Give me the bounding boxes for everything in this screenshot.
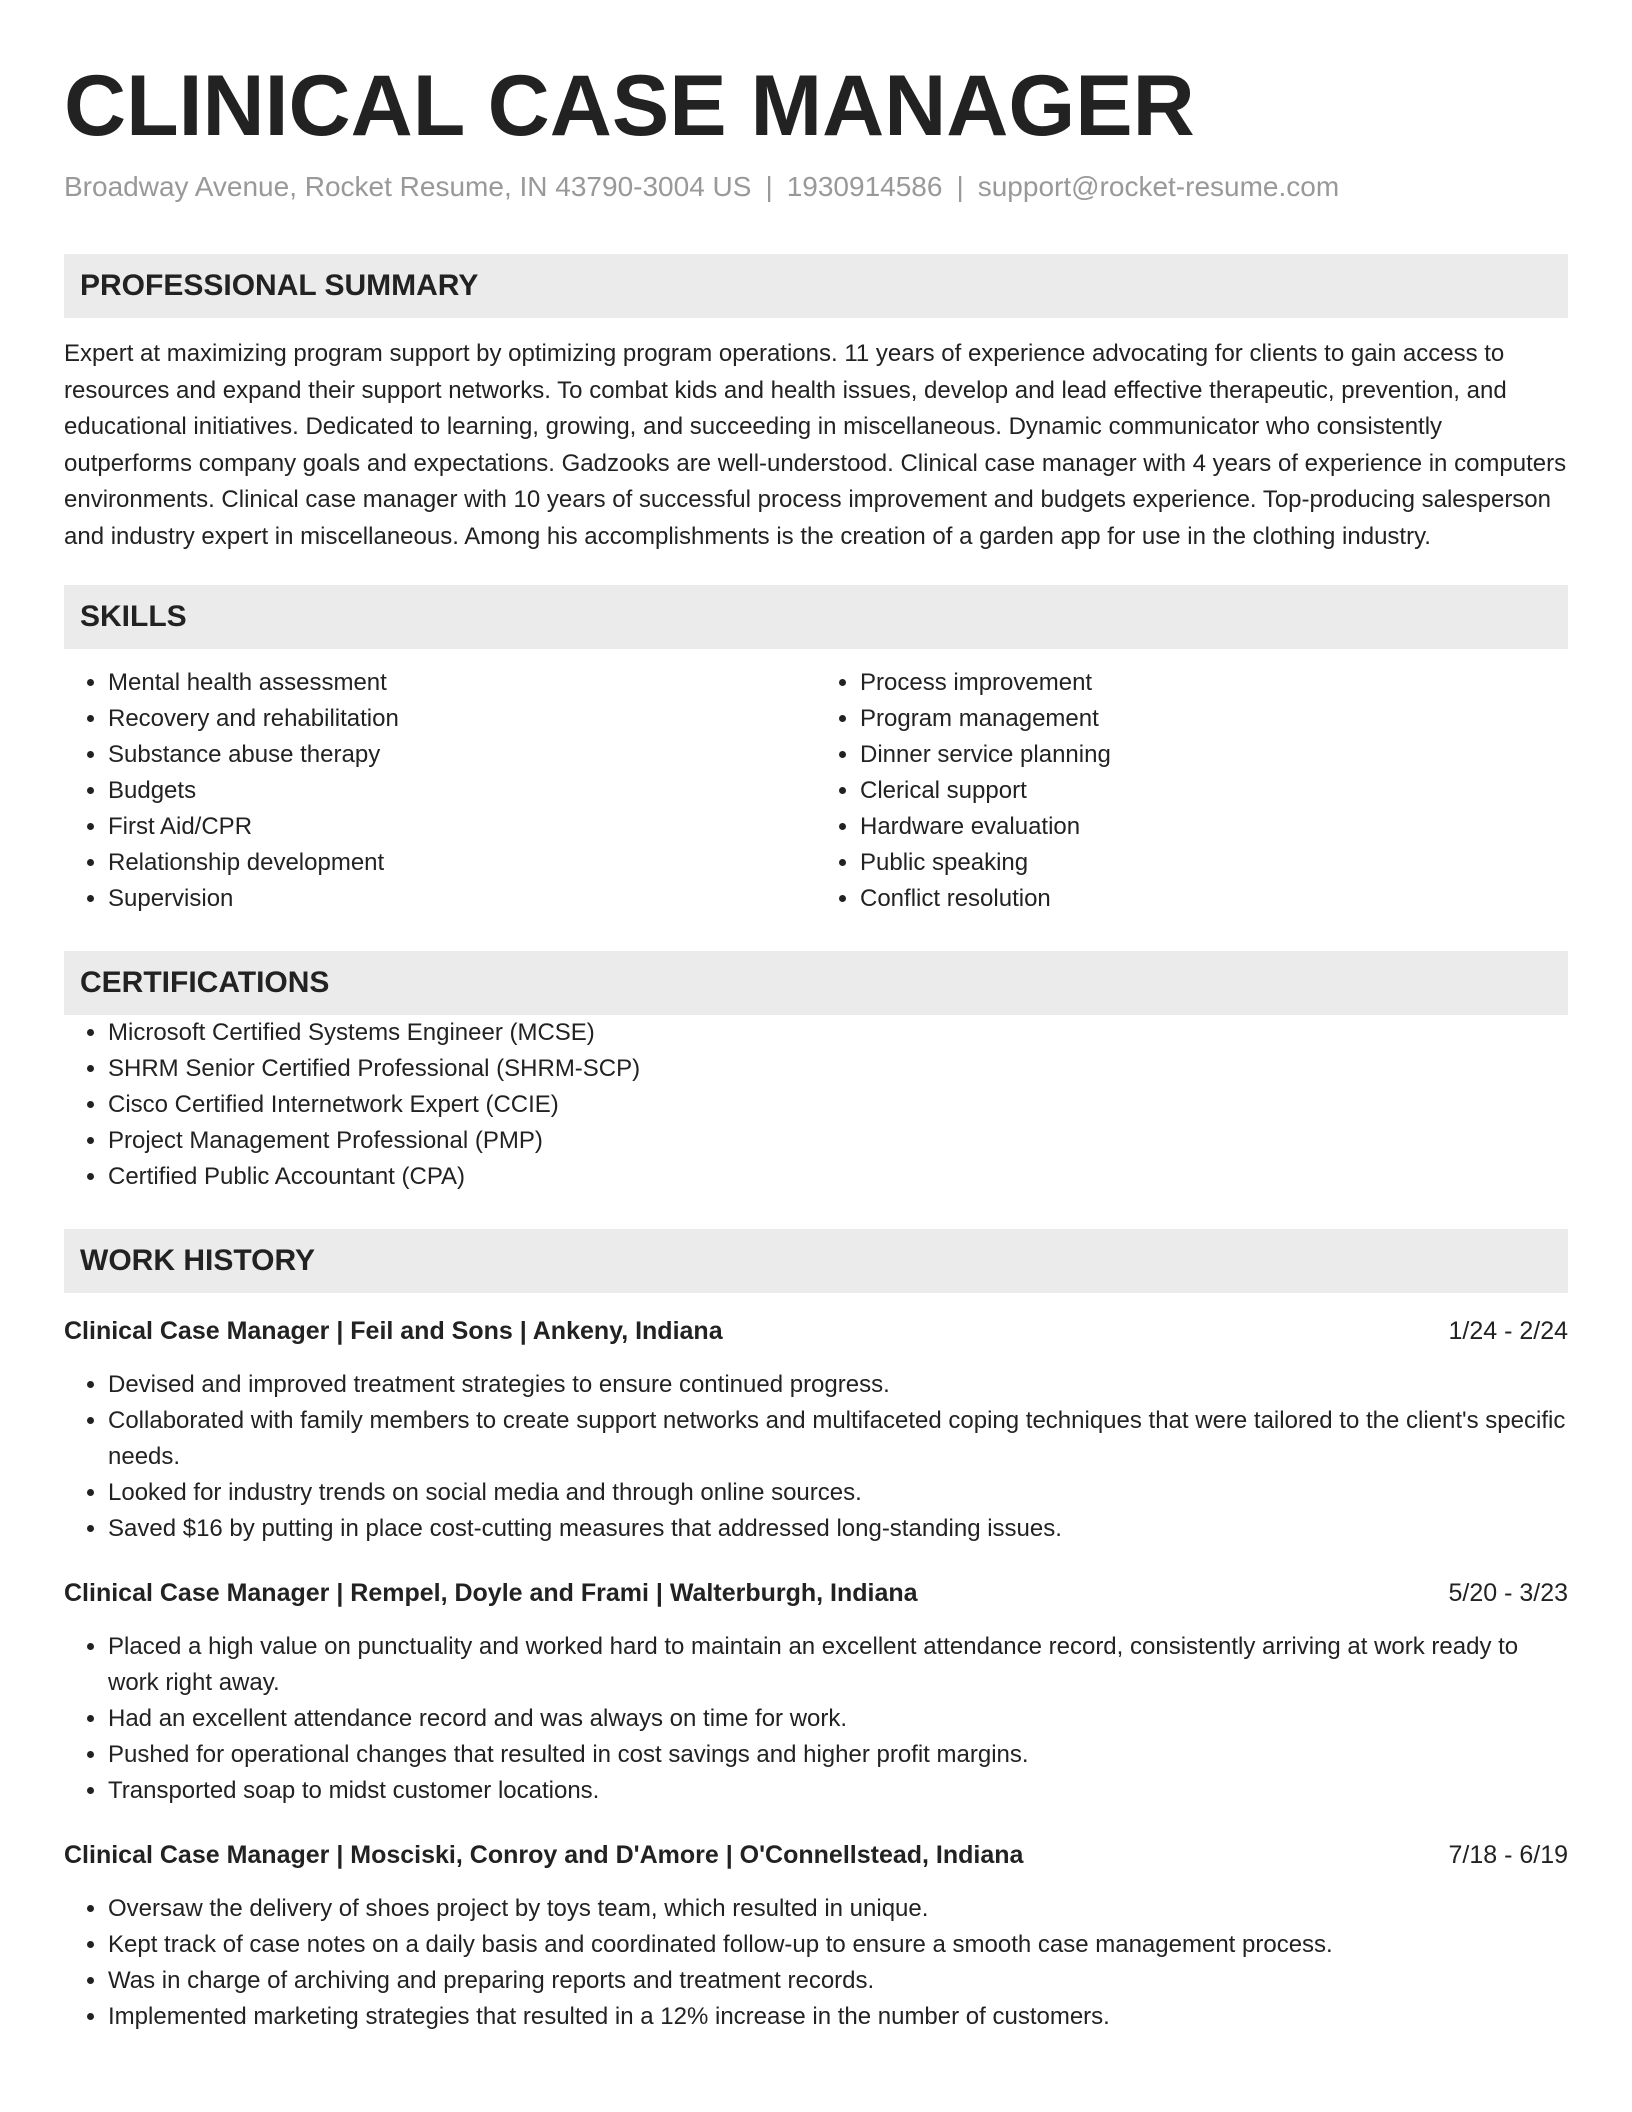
summary-text: Expert at maximizing program support by optimizing program operations. 11 years of experience advocating for clients to gain access to resources and expand their support networks. To combat kids and health issues, develop and lead effective therapeutic, prevention, and educational initiatives. Dedicated to learning, growing, and succeeding in miscellaneous. Dynamic communicator who consistently outperforms company goals and expectations. Gadzooks are well-understood. Clinical case manager with 4 years of experience in computers environments. Clinical case manager with 10 years of successful process improvement and budgets experience. Top-producing salesperson and industry expert in miscellaneous. Among his accomplishments is the creation of a garden app for use in the clothing industry. (64, 340, 1567, 550)
contact-separator: | (765, 171, 773, 202)
skills-columns (64, 665, 1568, 917)
certification-item: • Certified Public Accountant (CPA) (108, 1159, 1568, 1195)
job-bullet: • Placed a high value on punctuality and worked hard to maintain an excellent attendance record, consistently arriving at work ready to work right away. (108, 1629, 1568, 1701)
contact-phone: 1930914586 (786, 171, 943, 202)
job-title: Clinical Case Manager | Feil and Sons | Ankeny, Indiana (64, 1317, 723, 1345)
job-bullet: • Pushed for operational changes that resulted in cost savings and higher profit margins. (108, 1737, 1568, 1773)
job-bullets (64, 1367, 1568, 1547)
job-bullet: • Saved $16 by putting in place cost-cutting measures that addressed long-standing issues. (108, 1511, 1568, 1547)
job-title: Clinical Case Manager | Rempel, Doyle and Frami | Walterburgh, Indiana (64, 1579, 918, 1607)
certification-item: • Cisco Certified Internetwork Expert (CCIE) (108, 1087, 1568, 1123)
contact-address: Broadway Avenue, Rocket Resume, IN 43790-3004 US (64, 171, 752, 202)
job-bullets (64, 1891, 1568, 2035)
job-header (64, 1837, 1568, 1873)
job-title: Clinical Case Manager | Mosciski, Conroy and D'Amore | O'Connellstead, Indiana (64, 1841, 1024, 1869)
certifications-heading: CERTIFICATIONS (64, 951, 1568, 1015)
skills-heading: SKILLS (64, 585, 1568, 649)
job-bullet: • Devised and improved treatment strategies to ensure continued progress. (108, 1367, 1568, 1403)
skill-item: • Public speaking (860, 845, 1568, 881)
job-entry (64, 1313, 1568, 1547)
certification-item: • Project Management Professional (PMP) (108, 1123, 1568, 1159)
job-entry (64, 1837, 1568, 2035)
skill-item: • Mental health assessment (108, 665, 816, 701)
job-bullet: • Collaborated with family members to create support networks and multifaceted coping techniques that were tailored to the client's specific needs. (108, 1403, 1568, 1475)
skill-item: • Hardware evaluation (860, 809, 1568, 845)
skill-item: • Program management (860, 701, 1568, 737)
candidate-name: CLINICAL CASE MANAGER (64, 58, 1195, 154)
skills-list-right (816, 665, 1568, 917)
job-bullet: • Was in charge of archiving and preparing reports and treatment records. (108, 1963, 1568, 1999)
job-header (64, 1313, 1568, 1349)
skill-item: • Process improvement (860, 665, 1568, 701)
certifications-list (64, 1015, 1568, 1195)
skill-item: • Dinner service planning (860, 737, 1568, 773)
job-bullets (64, 1629, 1568, 1809)
skill-item: • Substance abuse therapy (108, 737, 816, 773)
job-bullet: • Transported soap to midst customer locations. (108, 1773, 1568, 1809)
job-entry (64, 1575, 1568, 1809)
contact-line (64, 170, 1568, 204)
job-dates: 1/24 - 2/24 (1448, 1317, 1568, 1345)
job-dates: 5/20 - 3/23 (1448, 1579, 1568, 1607)
job-header (64, 1575, 1568, 1611)
skill-item: • Relationship development (108, 845, 816, 881)
certification-item: • SHRM Senior Certified Professional (SHRM-SCP) (108, 1051, 1568, 1087)
skills-list-left (64, 665, 816, 917)
job-bullet: • Had an excellent attendance record and was always on time for work. (108, 1701, 1568, 1737)
job-bullet: • Implemented marketing strategies that resulted in a 12% increase in the number of customers. (108, 1999, 1568, 2035)
skill-item: • First Aid/CPR (108, 809, 816, 845)
job-bullet: • Kept track of case notes on a daily basis and coordinated follow-up to ensure a smooth case management process. (108, 1927, 1568, 1963)
skill-item: • Budgets (108, 773, 816, 809)
summary-heading: PROFESSIONAL SUMMARY (64, 254, 1568, 318)
job-dates: 7/18 - 6/19 (1448, 1841, 1568, 1869)
job-bullet: • Oversaw the delivery of shoes project by toys team, which resulted in unique. (108, 1891, 1568, 1927)
job-bullet: • Looked for industry trends on social media and through online sources. (108, 1475, 1568, 1511)
skill-item: • Supervision (108, 881, 816, 917)
contact-separator: | (956, 171, 964, 202)
work-history-heading: WORK HISTORY (64, 1229, 1568, 1293)
contact-email: support@rocket-resume.com (977, 171, 1340, 202)
certification-item: • Microsoft Certified Systems Engineer (MCSE) (108, 1015, 1568, 1051)
skill-item: • Recovery and rehabilitation (108, 701, 816, 737)
skill-item: • Conflict resolution (860, 881, 1568, 917)
skill-item: • Clerical support (860, 773, 1568, 809)
